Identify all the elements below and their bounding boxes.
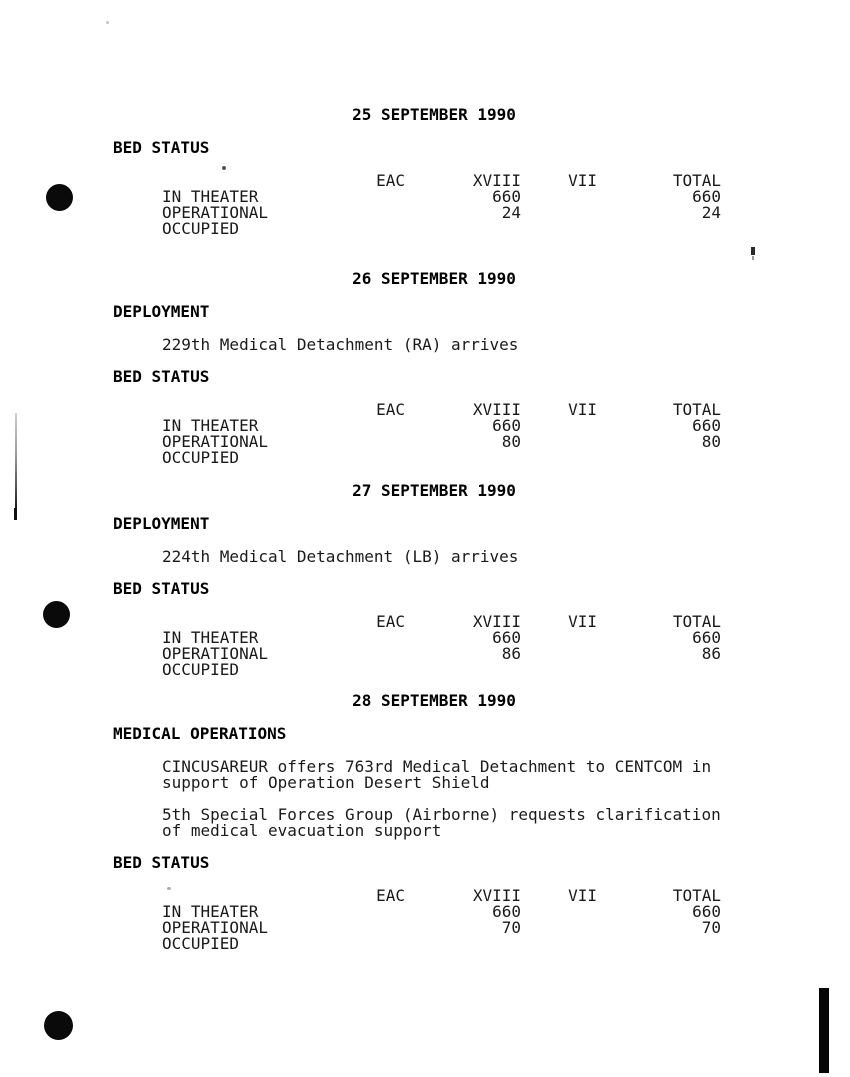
cell-total [597, 936, 721, 952]
medical-operations-heading: MEDICAL OPERATIONS [113, 724, 287, 743]
cell-total: 24 [701, 203, 721, 222]
cell-vii [521, 662, 597, 678]
cell-total: 660 [692, 187, 721, 206]
row-label: OPERATIONAL [162, 918, 268, 937]
cell-eac [375, 630, 405, 646]
cell-eac [375, 221, 405, 237]
cell-total: 86 [701, 644, 721, 663]
log-entry-27-sep [0, 483, 850, 678]
bed-status-heading: BED STATUS [113, 138, 210, 157]
cell-total: 70 [701, 918, 721, 937]
bed-status-table [162, 173, 850, 237]
column-header-vii: VII [568, 612, 597, 631]
cell-total: 660 [692, 416, 721, 435]
bed-status-row-occupied [162, 221, 850, 237]
bed-status-row-operational [162, 646, 850, 662]
deployment-entry: 229th Medical Detachment (RA) arrives [162, 335, 519, 354]
column-header-vii: VII [568, 400, 597, 419]
date-heading: 26 SEPTEMBER 1990 [352, 269, 516, 288]
bed-status-row-operational [162, 434, 850, 450]
row-label: IN THEATER [162, 416, 259, 435]
cell-total [597, 221, 721, 237]
cell-xviii [405, 936, 521, 952]
cell-xviii [405, 221, 521, 237]
cell-eac [375, 662, 405, 678]
ink-speck [106, 21, 109, 24]
row-label: OPERATIONAL [162, 644, 268, 663]
date-heading: 27 SEPTEMBER 1990 [352, 481, 516, 500]
bed-status-row-operational [162, 920, 850, 936]
column-header-xviii: XVIII [472, 612, 521, 631]
hole-punch-mark-bottom [44, 1011, 73, 1040]
column-header-xviii: XVIII [472, 400, 521, 419]
row-label: OPERATIONAL [162, 203, 268, 222]
medical-operations-entry: 5th Special Forces Group (Airborne) requests clarification of medical evacuation support [162, 805, 721, 840]
cell-vii [521, 904, 597, 920]
column-header-eac: EAC [376, 171, 405, 190]
bed-status-heading: BED STATUS [113, 367, 210, 386]
scan-tick-tail [752, 256, 754, 260]
row-label: IN THEATER [162, 187, 259, 206]
column-header-eac: EAC [376, 886, 405, 905]
cell-total [597, 662, 721, 678]
bed-status-row-occupied [162, 936, 850, 952]
cell-eac [375, 205, 405, 221]
cell-eac [375, 189, 405, 205]
cell-vii [521, 205, 597, 221]
cell-eac [375, 434, 405, 450]
cell-eac [375, 936, 405, 952]
cell-total: 660 [692, 902, 721, 921]
cell-eac [375, 646, 405, 662]
cell-xviii: 660 [492, 187, 521, 206]
cell-vii [521, 936, 597, 952]
scan-tick-mark [751, 247, 755, 255]
row-label: IN THEATER [162, 628, 259, 647]
log-entry-28-sep [0, 693, 850, 952]
cell-vii [521, 418, 597, 434]
column-header-total: TOTAL [672, 171, 721, 190]
cell-vii [521, 646, 597, 662]
column-header-vii: VII [568, 886, 597, 905]
date-heading: 28 SEPTEMBER 1990 [352, 691, 516, 710]
column-header-eac: EAC [376, 612, 405, 631]
row-label: OCCUPIED [162, 448, 240, 467]
cell-vii [521, 221, 597, 237]
column-header-total: TOTAL [672, 400, 721, 419]
cell-xviii [405, 662, 521, 678]
cell-eac [375, 920, 405, 936]
row-label: OCCUPIED [162, 934, 240, 953]
deployment-heading: DEPLOYMENT [113, 302, 210, 321]
bed-status-row-occupied [162, 450, 850, 466]
deployment-entry: 224th Medical Detachment (LB) arrives [162, 547, 519, 566]
row-label: OPERATIONAL [162, 432, 268, 451]
log-entry-25-sep [0, 107, 850, 237]
row-label: IN THEATER [162, 902, 259, 921]
cell-xviii: 80 [501, 432, 521, 451]
cell-total: 80 [701, 432, 721, 451]
bed-status-table [162, 402, 850, 466]
bed-status-row-occupied [162, 662, 850, 678]
row-label: OCCUPIED [162, 219, 240, 238]
cell-vii [521, 920, 597, 936]
cell-vii [521, 189, 597, 205]
bed-status-table [162, 614, 850, 678]
cell-xviii [405, 450, 521, 466]
medical-operations-entry: CINCUSAREUR offers 763rd Medical Detachment to CENTCOM in support of Operation Desert Shield [162, 757, 712, 792]
cell-eac [375, 418, 405, 434]
cell-xviii: 660 [492, 902, 521, 921]
scan-edge-bar [819, 988, 829, 1073]
cell-vii [521, 434, 597, 450]
cell-xviii: 86 [501, 644, 521, 663]
deployment-heading: DEPLOYMENT [113, 514, 210, 533]
cell-total: 660 [692, 628, 721, 647]
cell-vii [521, 630, 597, 646]
column-header-total: TOTAL [672, 612, 721, 631]
column-header-eac: EAC [376, 400, 405, 419]
row-label: OCCUPIED [162, 660, 240, 679]
bed-status-table [162, 888, 850, 952]
bed-status-row-operational [162, 205, 850, 221]
cell-xviii: 660 [492, 416, 521, 435]
bed-status-heading: BED STATUS [113, 853, 210, 872]
column-header-xviii: XVIII [472, 171, 521, 190]
cell-xviii: 660 [492, 628, 521, 647]
column-header-total: TOTAL [672, 886, 721, 905]
cell-eac [375, 450, 405, 466]
cell-vii [521, 450, 597, 466]
bed-status-heading: BED STATUS [113, 579, 210, 598]
cell-xviii: 24 [501, 203, 521, 222]
cell-eac [375, 904, 405, 920]
date-heading: 25 SEPTEMBER 1990 [352, 105, 516, 124]
column-header-xviii: XVIII [472, 886, 521, 905]
column-header-vii: VII [568, 171, 597, 190]
cell-total [597, 450, 721, 466]
log-entry-26-sep [0, 271, 850, 466]
cell-xviii: 70 [501, 918, 521, 937]
